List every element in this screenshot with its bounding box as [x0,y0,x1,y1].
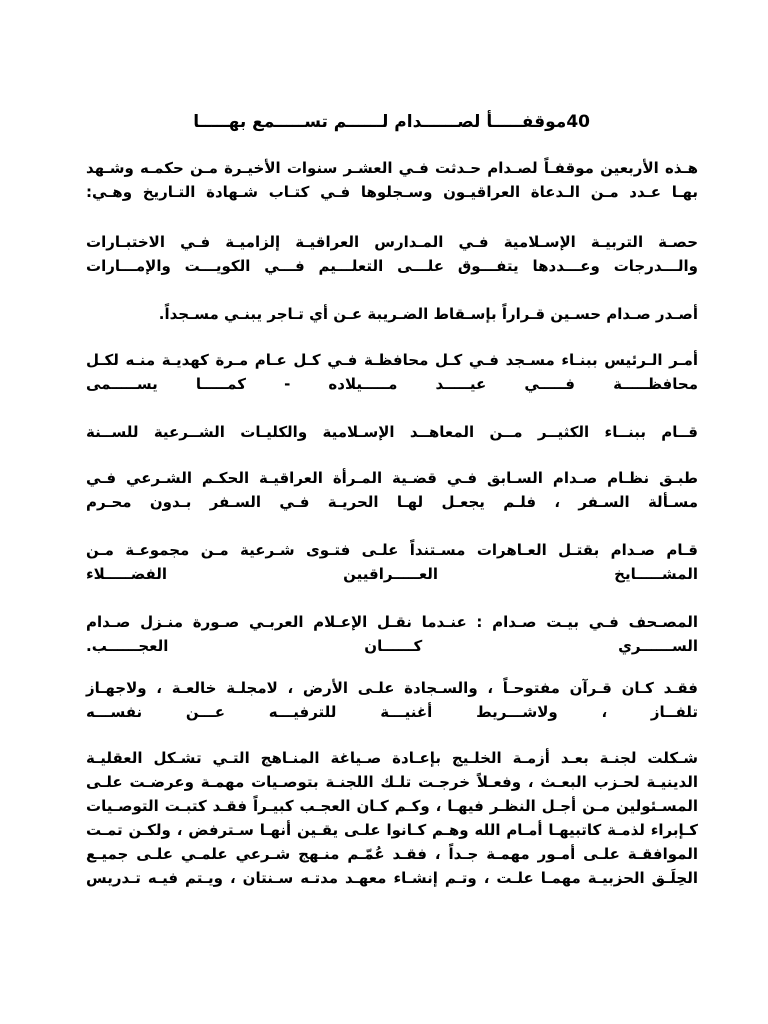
text-line: أمـر الـرئيس ببنـاء مسـجد فـي كـل محافظـة فـي كـل عـام مـرة كهديـة منـه لكـل [86,351,698,369]
paragraph-item [86,676,698,724]
paragraph-item [86,466,698,514]
text-line: تلفــاز ، ولاشـــريط أغنيـــة للترفيـــه عـــن نفســـه [86,703,698,721]
text-line: طبـق نظـام صـدام السـابق فـي قضـية المـرأة العراقيـة الحكـم الشـرعي فـي [86,469,698,487]
paragraph-item [86,610,698,658]
text-line: المسـئولين مـن أجـل النظـر فيهـا ، وكـم كـان العجـب كبيـراً فقـد كتبـت التوصـيات [86,797,698,815]
text-line: الســــــري كــــــان العجــــــب. [86,637,698,655]
paragraph-item [86,302,698,326]
text-line: الموافقـة علـى أمـور مهمـة جـداً ، فقـد عُمّـم منـهج شـرعي علمـي علـى جميـع [86,845,698,863]
page-title: 40موقفـــــأ لصــــــدام لــــــم تســـــمع بهـــــا [193,112,590,132]
text-line: مسـألة السـفر ، فلـم يجعـل لهـا الحريـة فـي السـفر بـدون محـرم [86,493,698,511]
paragraph-item [86,420,698,444]
text-line: بهـا عـدد مـن الـدعاة العراقيـون وسـجلوها فـي كتـاب شـهادة التـاريخ وهـي: [86,183,698,201]
text-line: محافظـــــة فـــــي عيـــــد مـــــيلاده - كمـــــا يســـــمى [86,375,698,393]
paragraph-item [86,746,698,890]
text-line: كـإبراء لذمـة كاتبيهـا أمـام الله وهـم كـانوا علـى يقـين أنهـا سـترفض ، ولكـن تمـت [86,821,698,839]
text-line: الحِلَـق الحزبيـة مهمـا علـت ، وتـم إنشـاء معهـد مدتـه سـنتان ، ويـتم فيـه تـدريس [86,869,698,887]
text-line: فقـد كـان قـرآن مفتوحـاً ، والسـجادة علـى الأرض ، لامجلـة خالعـة ، ولاجهـاز [86,679,698,697]
paragraph-intro [86,156,698,204]
paragraph-item [86,348,698,396]
text-line: شـكلت لجنـة بعـد أزمـة الخلـيج بإعـادة صـياغة المنـاهج التـي تشـكل العقليـة [86,749,698,767]
text-line: هـذه الأربعين موقفـاً لصـدام حـدثت فـي العشـر سنوات الأخيـرة مـن حكمـه وشـهد [86,159,698,177]
text-line: والـــدرجات وعـــددها يتفـــوق علـــى التعلـــيم فـــي الكويـــت والإمـــارات [86,257,698,275]
text-line: قــام ببنــاء الكثيــر مــن المعاهــد الإسـلامية والكليـات الشــرعية للســنة [86,423,698,441]
paragraph-item [86,538,698,586]
text-line: حصـة التربيـة الإسـلامية فـي المـدارس العراقيـة إلزاميـة فـي الاختبـارات [86,233,698,251]
text-line: المصـحف فـي بيـت صـدام : عنـدما نقـل الإعـلام العربـي صـورة منـزل صـدام [86,613,698,631]
text-line: الدينيـة لحـزب البعـث ، وفعـلاً خرجـت تلـك اللجنـة بتوصـيات مهمـة وعرضـت علـى [86,773,698,791]
paragraph-item [86,230,698,278]
text-line: قـام صـدام بقتـل العـاهرات مسـتنداً علـى فتـوى شـرعية مـن مجموعـة مـن [86,541,698,559]
text-line: المشـــــايخ العـــــراقيين الفضـــــلاء [86,565,698,583]
text-line: أصـدر صـدام حسـين قـراراً بإسـقاط الضـريبة عـن أي تـاجر يبنـي مسـجداً. [158,305,698,323]
